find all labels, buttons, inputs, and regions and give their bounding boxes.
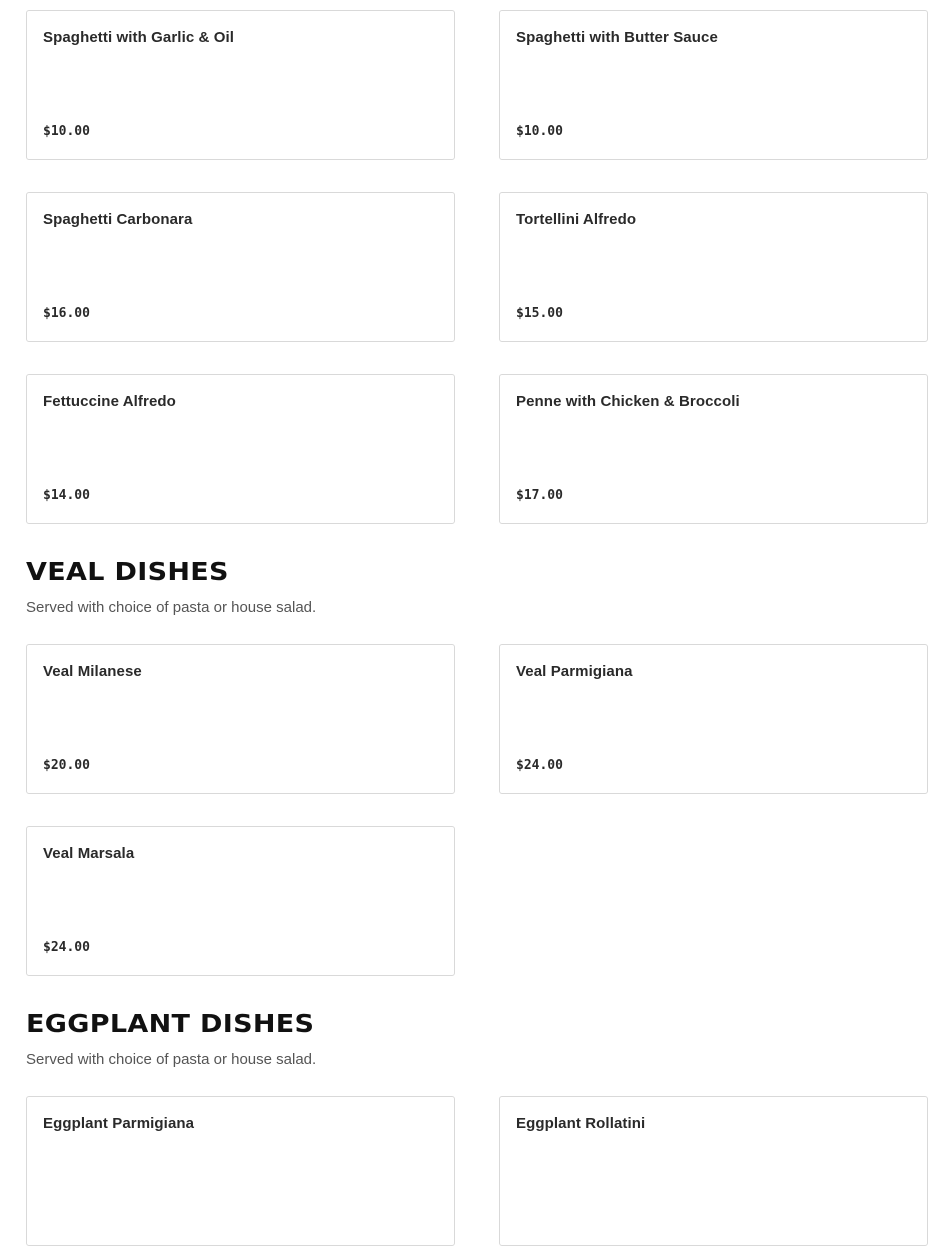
menu-item-price: $10.00 bbox=[516, 124, 563, 139]
menu-item-price: $16.00 bbox=[43, 306, 90, 321]
menu-item-name: Spaghetti Carbonara bbox=[43, 211, 193, 228]
veal-items-grid bbox=[26, 644, 928, 976]
menu-item-name: Eggplant Parmigiana bbox=[43, 1115, 195, 1132]
section-description-veal: Served with choice of pasta or house salad. bbox=[26, 599, 317, 616]
eggplant-items-grid bbox=[26, 1096, 928, 1246]
menu-item-name: Veal Milanese bbox=[43, 663, 142, 680]
menu-item-price: $17.00 bbox=[516, 488, 563, 503]
menu-item-name: Spaghetti with Garlic & Oil bbox=[43, 29, 235, 46]
menu-item-name: Tortellini Alfredo bbox=[516, 211, 637, 228]
menu-item-price: $24.00 bbox=[516, 758, 563, 773]
menu-item-name: Eggplant Rollatini bbox=[516, 1115, 646, 1132]
menu-item-card[interactable] bbox=[26, 192, 455, 342]
menu-item-name: Veal Marsala bbox=[43, 845, 135, 862]
menu-item-card[interactable] bbox=[499, 10, 928, 160]
menu-item-card[interactable] bbox=[499, 374, 928, 524]
menu-item-card[interactable] bbox=[26, 1096, 455, 1246]
menu-item-card[interactable] bbox=[499, 1096, 928, 1246]
menu-item-price: $24.00 bbox=[43, 940, 90, 955]
section-heading-veal: VEAL DISHES bbox=[26, 557, 229, 586]
section-description-eggplant: Served with choice of pasta or house salad. bbox=[26, 1051, 317, 1068]
menu-item-price: $15.00 bbox=[516, 306, 563, 321]
menu-item-card[interactable] bbox=[26, 374, 455, 524]
menu-item-name: Veal Parmigiana bbox=[516, 663, 633, 680]
menu-item-price: $14.00 bbox=[43, 488, 90, 503]
menu-item-price: $10.00 bbox=[43, 124, 90, 139]
section-heading-eggplant: EGGPLANT DISHES bbox=[26, 1009, 315, 1038]
menu-item-card[interactable] bbox=[26, 10, 455, 160]
pasta-items-grid bbox=[26, 10, 928, 524]
menu-item-card[interactable] bbox=[499, 644, 928, 794]
menu-item-card[interactable] bbox=[26, 644, 455, 794]
menu-item-card[interactable] bbox=[26, 826, 455, 976]
menu-item-name: Fettuccine Alfredo bbox=[43, 393, 176, 410]
menu-item-name: Penne with Chicken & Broccoli bbox=[516, 393, 740, 410]
menu-item-card[interactable] bbox=[499, 192, 928, 342]
menu-item-price: $20.00 bbox=[43, 758, 90, 773]
menu-item-name: Spaghetti with Butter Sauce bbox=[516, 29, 718, 46]
